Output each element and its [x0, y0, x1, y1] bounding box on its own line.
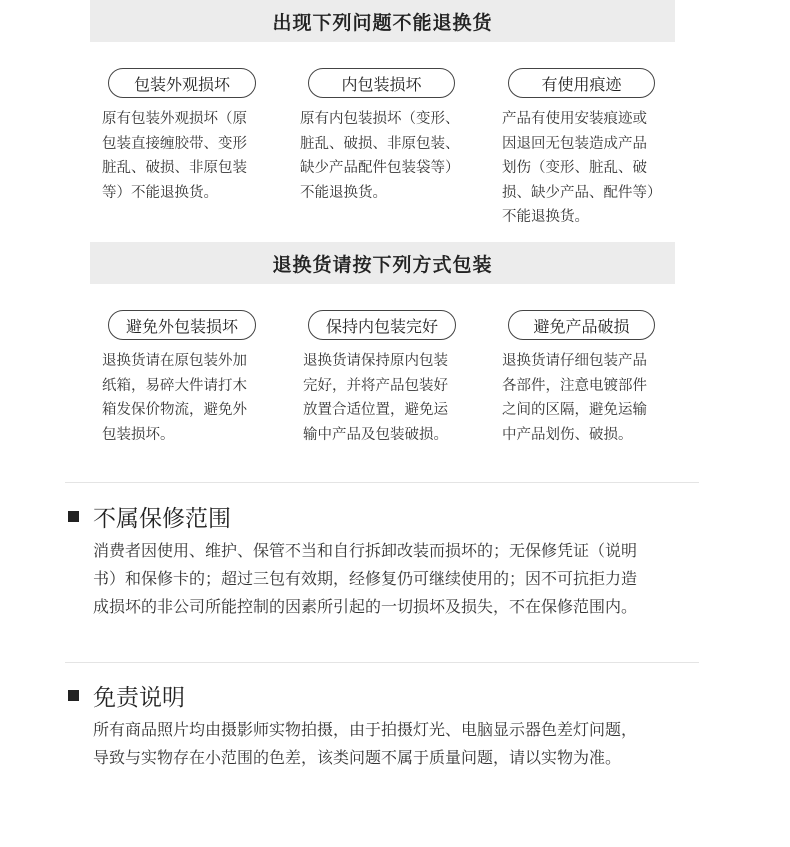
avoid-outer-damage-text: 退换货请在原包装外加 纸箱，易碎大件请打木 箱发保价物流，避免外 包装损坏。 [102, 353, 247, 443]
warranty-exclusion-text: 消费者因使用、维护、保管不当和自行拆卸改装而损坏的；无保修凭证（说明 书）和保修卡的；超过三包有效期，经修复仍可继续使用的；因不可抗拒力造 成损坏的非公司所能控制的因素所引起的一切损坏及损失，不在保修范围内。 [93, 541, 638, 616]
usage-marks-text: 产品有使用安装痕迹或 因退回无包装造成产品 划伤（变形、脏乱、破 损、缺少产品、配件等） 不能退换货。 [502, 111, 662, 225]
square-bullet-icon [68, 511, 79, 522]
disclaimer-text: 所有商品照片均由摄影师实物拍摄，由于拍摄灯光、电脑显示器色差灯问题， 导致与实物存在小范围的色差，该类问题不属于质量问题，请以实物为准。 [93, 720, 638, 767]
warranty-exclusion-heading [68, 500, 231, 533]
usage-marks-tag [508, 68, 655, 98]
outer-package-damage-text: 原有包装外观损坏（原 包装直接缠胶带、变形 脏乱、破损、非原包装 等）不能退换货。 [102, 111, 247, 201]
no-return-title: 出现下列问题不能退换货 [272, 11, 493, 34]
warranty-exclusion-title: 不属保修范围 [93, 506, 231, 532]
keep-inner-package-text: 退换货请保持原内包装 完好，并将产品包装好 放置合适位置，避免运 输中产品及包装破损。 [303, 353, 448, 443]
tag-label: 避免产品破损 [533, 316, 630, 336]
avoid-outer-damage-tag [108, 310, 256, 340]
no-return-banner [90, 0, 675, 42]
keep-inner-package-tag [308, 310, 456, 340]
packing-method-banner [90, 242, 675, 284]
square-bullet-icon [68, 690, 79, 701]
tag-label: 保持内包装完好 [325, 316, 438, 336]
inner-package-damage-text: 原有内包装损坏（变形、 脏乱、破损、非原包装、 缺少产品配件包装袋等） 不能退换货。 [300, 111, 460, 201]
avoid-product-damage-tag [508, 310, 655, 340]
outer-package-damage-tag [108, 68, 256, 98]
divider [65, 662, 699, 663]
tag-label: 包装外观损坏 [133, 74, 230, 94]
disclaimer-title: 免责说明 [93, 685, 185, 711]
tag-label: 避免外包装损坏 [125, 316, 238, 336]
packing-method-title: 退换货请按下列方式包装 [272, 253, 493, 276]
divider [65, 482, 699, 483]
disclaimer-heading [68, 679, 185, 712]
tag-label: 内包装损坏 [341, 74, 422, 94]
inner-package-damage-tag [308, 68, 455, 98]
avoid-product-damage-text: 退换货请仔细包装产品 各部件，注意电镀部件 之间的区隔，避免运输 中产品划伤、破损。 [502, 353, 647, 443]
tag-label: 有使用痕迹 [541, 74, 622, 94]
